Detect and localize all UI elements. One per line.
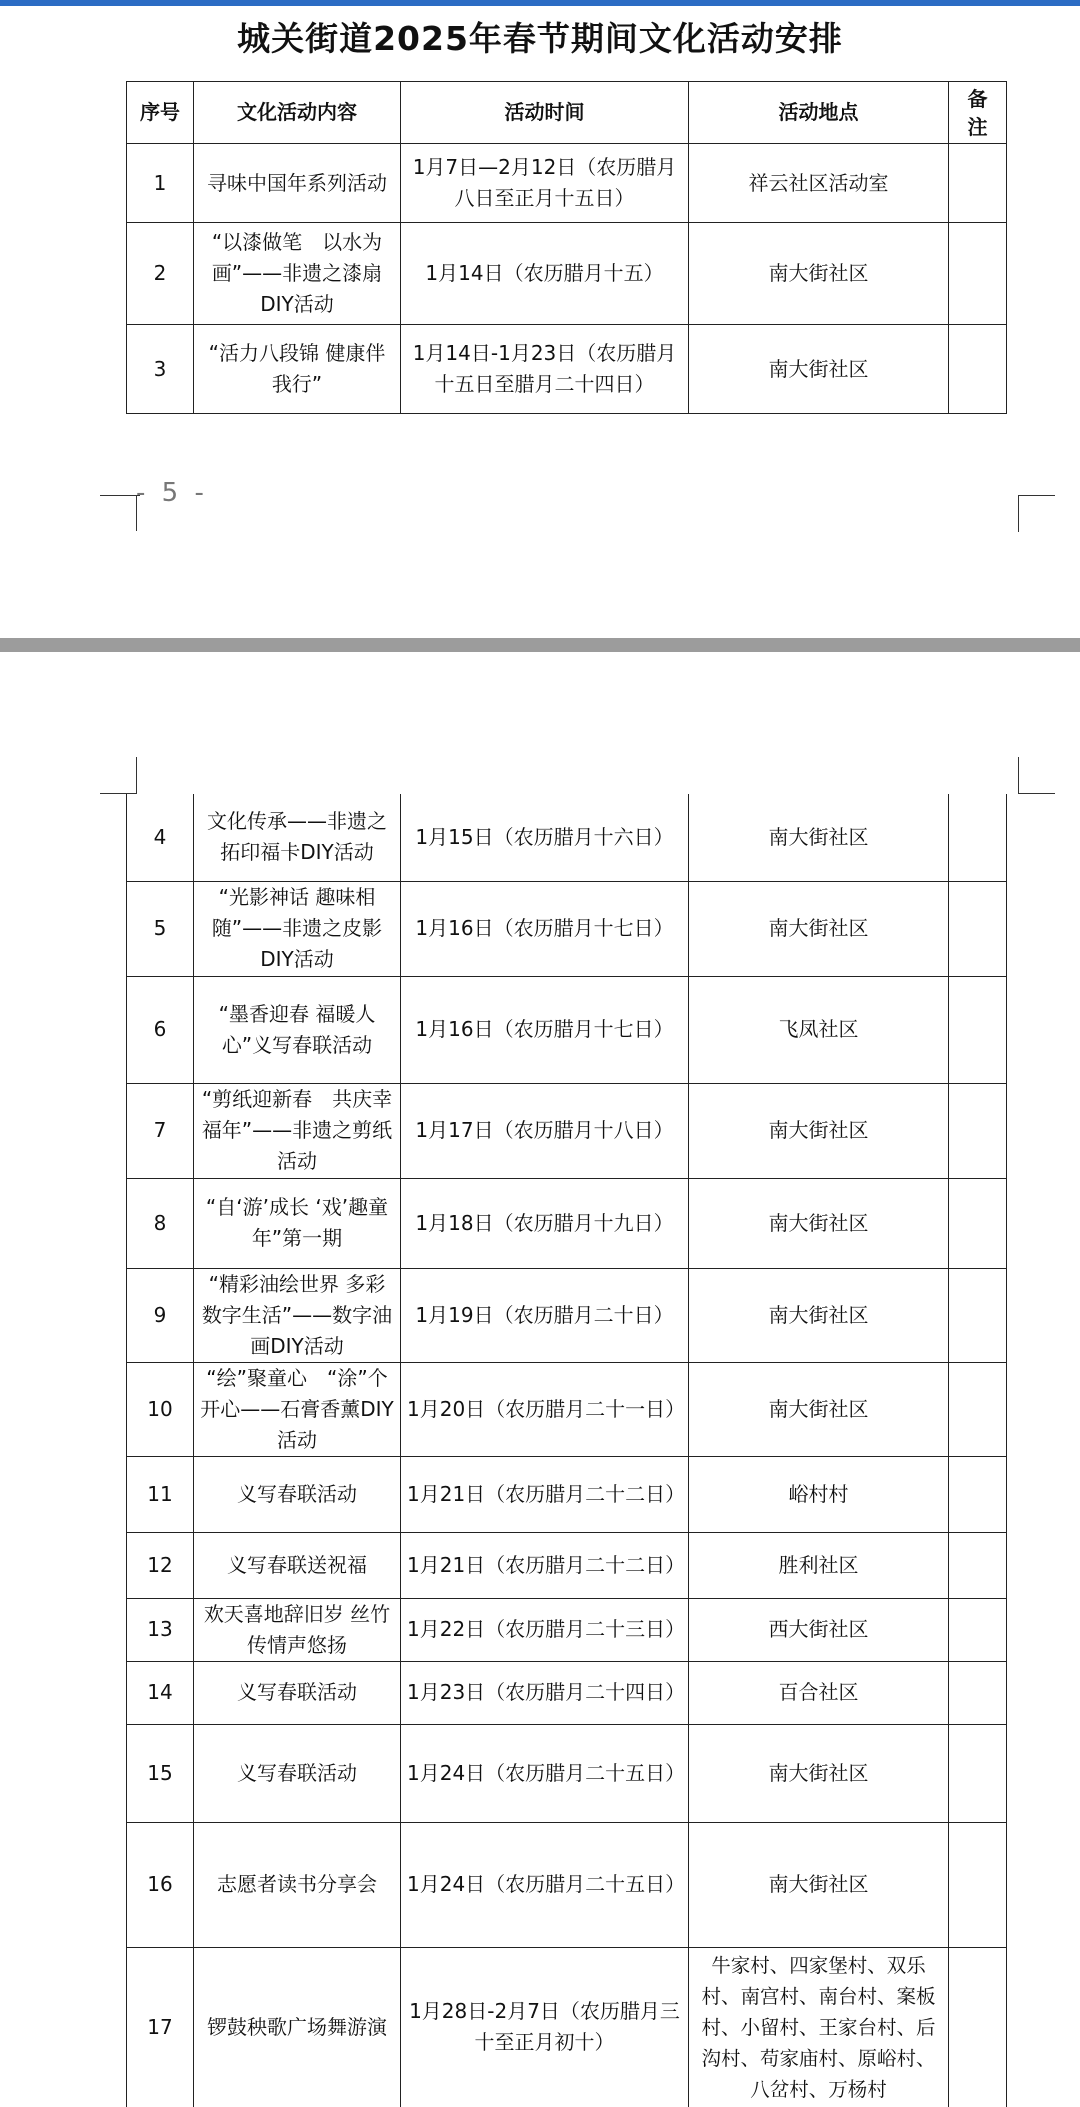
row-no: 12 [127, 1532, 194, 1598]
row-note [949, 1822, 1007, 1947]
row-no: 8 [127, 1178, 194, 1268]
table-row [127, 144, 1007, 223]
table-row [127, 1178, 1007, 1268]
row-note [949, 1178, 1007, 1268]
row-place: 峪村村 [689, 1456, 949, 1532]
row-no: 16 [127, 1822, 194, 1947]
row-place: 南大街社区 [689, 1724, 949, 1822]
row-note [949, 1456, 1007, 1532]
page-gap-divider [0, 638, 1080, 652]
row-note [949, 1947, 1007, 2107]
header-no: 序号 [127, 82, 194, 144]
header-place: 活动地点 [689, 82, 949, 144]
row-time: 1月20日（农历腊月二十一日） [401, 1362, 689, 1456]
row-place: 南大街社区 [689, 1083, 949, 1178]
table-row [127, 1456, 1007, 1532]
row-content: “墨香迎春 福暖人心”义写春联活动 [194, 976, 401, 1083]
row-time: 1月16日（农历腊月十七日） [401, 976, 689, 1083]
table-row [127, 794, 1007, 881]
crop-mark [100, 757, 137, 794]
row-place: 牛家村、四家堡村、双乐村、南宫村、南台村、案板村、小留村、王家台村、后沟村、苟家庙村、原峪村、八岔村、万杨村 [689, 1947, 949, 2107]
row-note [949, 1083, 1007, 1178]
page-number: - 5 - [136, 478, 208, 508]
row-note [949, 881, 1007, 976]
row-time: 1月7日—2月12日（农历腊月八日至正月十五日） [401, 144, 689, 223]
row-content: “光影神话 趣味相随”——非遗之皮影DIY活动 [194, 881, 401, 976]
table-row [127, 223, 1007, 325]
table-header-row [127, 82, 1007, 144]
row-no: 15 [127, 1724, 194, 1822]
row-place: 南大街社区 [689, 881, 949, 976]
row-no: 7 [127, 1083, 194, 1178]
row-content: “绘”聚童心 “涂”个开心——石膏香薰DIY活动 [194, 1362, 401, 1456]
row-content: 志愿者读书分享会 [194, 1822, 401, 1947]
row-no: 13 [127, 1598, 194, 1661]
row-time: 1月15日（农历腊月十六日） [401, 794, 689, 881]
row-time: 1月21日（农历腊月二十二日） [401, 1456, 689, 1532]
table-row [127, 1598, 1007, 1661]
row-note [949, 976, 1007, 1083]
row-time: 1月22日（农历腊月二十三日） [401, 1598, 689, 1661]
row-no: 4 [127, 794, 194, 881]
row-no: 3 [127, 325, 194, 414]
row-place: 胜利社区 [689, 1532, 949, 1598]
row-no: 5 [127, 881, 194, 976]
row-content: 寻味中国年系列活动 [194, 144, 401, 223]
activity-table-page-5 [126, 81, 1007, 414]
table-row [127, 1661, 1007, 1724]
row-note [949, 1532, 1007, 1598]
header-time: 活动时间 [401, 82, 689, 144]
row-note [949, 223, 1007, 325]
document-title: 城关街道2025年春节期间文化活动安排 [237, 19, 843, 58]
row-place: 西大街社区 [689, 1598, 949, 1661]
row-note [949, 794, 1007, 881]
row-no: 9 [127, 1268, 194, 1362]
row-place: 百合社区 [689, 1661, 949, 1724]
row-time: 1月14日（农历腊月十五） [401, 223, 689, 325]
row-content: 义写春联活动 [194, 1724, 401, 1822]
row-time: 1月17日（农历腊月十八日） [401, 1083, 689, 1178]
row-note [949, 144, 1007, 223]
row-content: “以漆做笔 以水为画”——非遗之漆扇DIY活动 [194, 223, 401, 325]
row-content: 文化传承——非遗之拓印福卡DIY活动 [194, 794, 401, 881]
table-row [127, 1532, 1007, 1598]
table-row [127, 976, 1007, 1083]
table-row [127, 325, 1007, 414]
row-time: 1月16日（农历腊月十七日） [401, 881, 689, 976]
top-accent-bar [0, 0, 1080, 6]
row-no: 10 [127, 1362, 194, 1456]
row-content: “自‘游’成长 ‘戏’趣童年”第一期 [194, 1178, 401, 1268]
row-no: 6 [127, 976, 194, 1083]
row-note [949, 325, 1007, 414]
header-content: 文化活动内容 [194, 82, 401, 144]
row-time: 1月14日-1月23日（农历腊月十五日至腊月二十四日） [401, 325, 689, 414]
table-row [127, 1083, 1007, 1178]
row-time: 1月18日（农历腊月十九日） [401, 1178, 689, 1268]
row-time: 1月28日-2月7日（农历腊月三十至正月初十） [401, 1947, 689, 2107]
row-no: 14 [127, 1661, 194, 1724]
table-row [127, 1268, 1007, 1362]
row-content: “精彩油绘世界 多彩数字生活”——数字油画DIY活动 [194, 1268, 401, 1362]
row-content: 义写春联活动 [194, 1661, 401, 1724]
row-content: 欢天喜地辞旧岁 丝竹传情声悠扬 [194, 1598, 401, 1661]
row-time: 1月21日（农历腊月二十二日） [401, 1532, 689, 1598]
row-content: “剪纸迎新春 共庆幸福年”——非遗之剪纸活动 [194, 1083, 401, 1178]
table-row [127, 881, 1007, 976]
table-row [127, 1947, 1007, 2107]
row-no: 11 [127, 1456, 194, 1532]
row-place: 南大街社区 [689, 1822, 949, 1947]
crop-mark [1018, 757, 1055, 794]
header-note: 备注 [949, 82, 1007, 144]
row-time: 1月24日（农历腊月二十五日） [401, 1822, 689, 1947]
row-time: 1月19日（农历腊月二十日） [401, 1268, 689, 1362]
row-note [949, 1661, 1007, 1724]
row-note [949, 1724, 1007, 1822]
crop-mark [100, 495, 140, 496]
row-note [949, 1598, 1007, 1661]
crop-mark [1018, 495, 1055, 532]
row-no: 2 [127, 223, 194, 325]
row-content: 义写春联送祝福 [194, 1532, 401, 1598]
row-content: “活力八段锦 健康伴我行” [194, 325, 401, 414]
table-row [127, 1822, 1007, 1947]
crop-mark [136, 495, 137, 531]
row-place: 飞凤社区 [689, 976, 949, 1083]
row-content: 锣鼓秧歌广场舞游演 [194, 1947, 401, 2107]
row-note [949, 1362, 1007, 1456]
row-place: 南大街社区 [689, 794, 949, 881]
row-time: 1月23日（农历腊月二十四日） [401, 1661, 689, 1724]
row-content: 义写春联活动 [194, 1456, 401, 1532]
row-time: 1月24日（农历腊月二十五日） [401, 1724, 689, 1822]
row-place: 祥云社区活动室 [689, 144, 949, 223]
row-place: 南大街社区 [689, 223, 949, 325]
row-place: 南大街社区 [689, 325, 949, 414]
row-no: 1 [127, 144, 194, 223]
activity-table-page-6 [126, 794, 1007, 2107]
row-note [949, 1268, 1007, 1362]
table-row [127, 1362, 1007, 1456]
table-row [127, 1724, 1007, 1822]
row-place: 南大街社区 [689, 1178, 949, 1268]
row-no: 17 [127, 1947, 194, 2107]
row-place: 南大街社区 [689, 1268, 949, 1362]
row-place: 南大街社区 [689, 1362, 949, 1456]
